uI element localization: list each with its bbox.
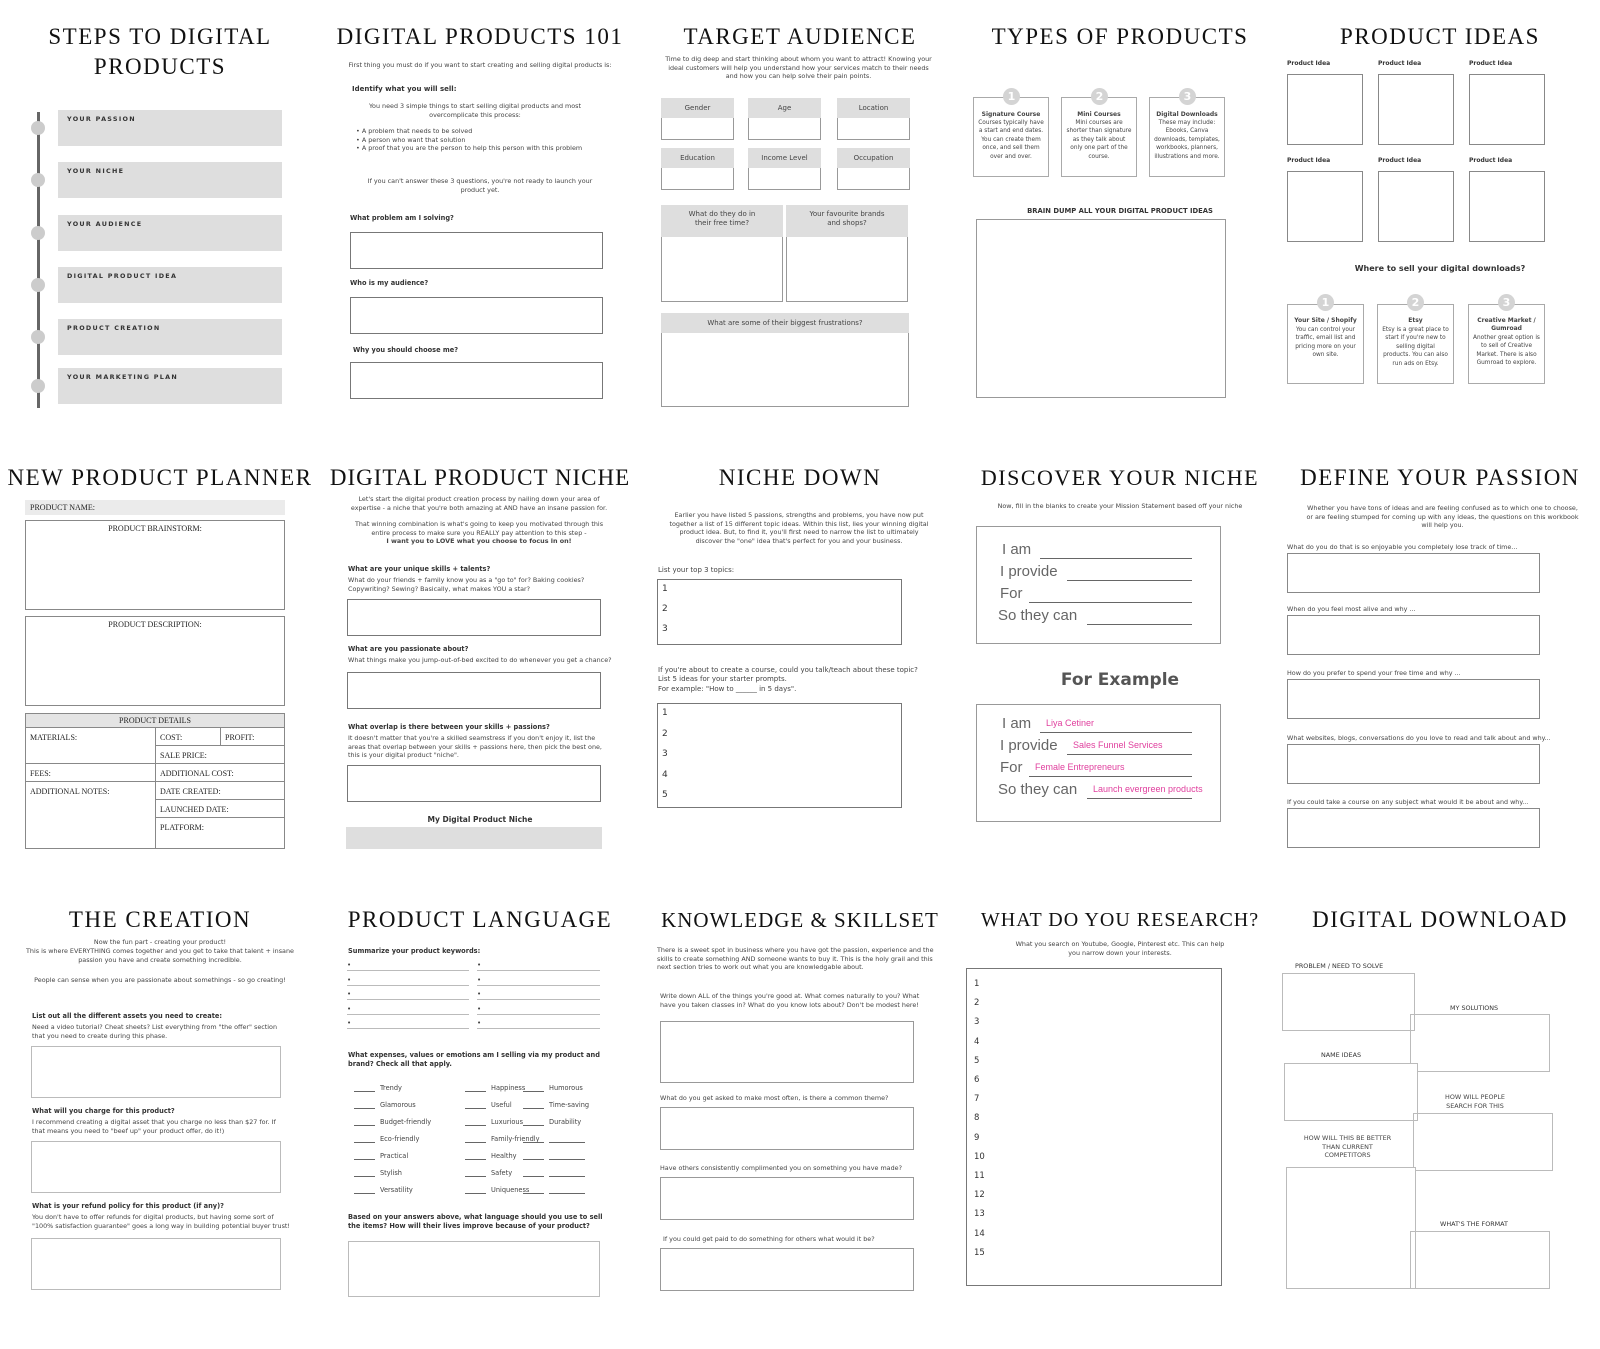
- intro-text: People can sense when you are passionate about somethings - so go creating!: [34, 976, 286, 984]
- check-option: Family-friendly: [491, 1135, 540, 1143]
- solutions-field[interactable]: [1410, 1014, 1550, 1072]
- example-blank: [1029, 776, 1192, 777]
- product-idea-field[interactable]: [1287, 171, 1363, 242]
- keyword-line[interactable]: [477, 999, 600, 1000]
- check-option: Healthy: [491, 1152, 517, 1160]
- page-target-audience: [640, 0, 960, 450]
- notes-label: ADDITIONAL NOTES:: [30, 787, 110, 796]
- page-product-language: [320, 900, 640, 1349]
- list-number: 11: [974, 1171, 985, 1181]
- step-label: YOUR MARKETING PLAN: [67, 373, 179, 381]
- demographic-label: Age: [748, 98, 821, 118]
- brands-label: Your favourite brands and shops?: [786, 205, 908, 237]
- keyword-line[interactable]: [347, 985, 469, 986]
- example-line-label: I am: [1002, 715, 1032, 732]
- example-line-label: For: [1000, 759, 1023, 776]
- question-label: What do you do that is so enjoyable you completely lose track of time...: [1287, 543, 1518, 551]
- list-number: 8: [974, 1113, 980, 1124]
- page-title: KNOWLEDGE & SKILLSET: [661, 908, 939, 932]
- check-option: Time-saving: [549, 1101, 590, 1109]
- step-number: 3: [1179, 88, 1196, 105]
- question-label: Why you should choose me?: [353, 346, 459, 354]
- answer-field[interactable]: [660, 1248, 914, 1291]
- list-number: 5: [974, 1055, 980, 1066]
- product-idea-field[interactable]: [1378, 171, 1454, 242]
- problem-label: PROBLEM / NEED TO SOLVE: [1295, 962, 1384, 970]
- check-blank[interactable]: [465, 1142, 486, 1143]
- problem-field[interactable]: [1282, 973, 1415, 1031]
- example-text: For example: "How to ______ in 5 days".: [658, 685, 797, 693]
- description-label: PRODUCT DESCRIPTION:: [108, 620, 202, 629]
- table-divider: [25, 781, 285, 782]
- list-number: 2: [662, 604, 668, 614]
- example-value: Liya Cetiner: [1046, 718, 1095, 728]
- answer-field[interactable]: [660, 1107, 914, 1150]
- top-topics-label: List your top 3 topics:: [658, 566, 735, 574]
- page-title: STEPS TO DIGITAL PRODUCTS: [48, 24, 272, 79]
- ideas-field[interactable]: [657, 703, 902, 808]
- mission-blank[interactable]: [1087, 624, 1192, 625]
- mission-line-label: I am: [1002, 541, 1032, 558]
- search-field[interactable]: [1413, 1113, 1553, 1171]
- check-blank[interactable]: [523, 1159, 544, 1160]
- product-type-desc: Mini courses are shorter than signature as they talk about only one part of the course.: [1066, 120, 1132, 160]
- check-blank[interactable]: [354, 1142, 375, 1143]
- check-option: Glamorous: [380, 1101, 416, 1109]
- sell-place-desc: Another great option is to sell of Creative Market. There is also Gumroad to explore.: [1473, 335, 1540, 367]
- mission-line-label: I provide: [1000, 563, 1058, 580]
- product-idea-field[interactable]: [1469, 171, 1545, 242]
- question-label: What do you get asked to make most often, is there a common theme?: [660, 1094, 889, 1102]
- keyword-bullet: •: [347, 975, 352, 984]
- product-name-field[interactable]: PRODUCT NAME:: [25, 500, 285, 515]
- question-label: Write down ALL of the things you're good at. What comes naturally to you? What have you taken classes in? What do you know lots about? Don't be modest here!: [660, 992, 920, 1009]
- intro-text: Earlier you have listed 5 passions, strengths and problems, you have now put together a list of 15 different topic ideas. Within this list, lies your winning digital product idea. But, to find it, you'll first need to narrow the list to ultimately discover the "one" idea that's perfect for you and your business.: [669, 511, 929, 545]
- question-label: If you could take a course on any subject what would it be about and why...: [1287, 798, 1529, 806]
- sell-place-heading: Creative Market / Gumroad: [1477, 317, 1536, 332]
- list-number: 14: [974, 1228, 985, 1239]
- list-number: 4: [974, 1036, 980, 1047]
- page-title: NICHE DOWN: [718, 465, 882, 490]
- list-number: 12: [974, 1190, 985, 1201]
- check-blank[interactable]: [549, 1176, 585, 1177]
- product-type-heading: Mini Courses: [1077, 111, 1121, 118]
- page-title: DIGITAL PRODUCTS 101: [336, 24, 624, 49]
- page-define-passion: [1280, 450, 1600, 900]
- product-idea-label: Product Idea: [1287, 60, 1331, 67]
- format-label: WHAT'S THE FORMAT: [1440, 1220, 1508, 1228]
- details-header: PRODUCT DETAILS: [26, 714, 284, 727]
- page-title: TYPES OF PRODUCTS: [991, 24, 1249, 49]
- solutions-label: MY SOLUTIONS: [1450, 1004, 1499, 1012]
- keyword-line[interactable]: [347, 999, 469, 1000]
- question-label: What expenses, values or emotions am I selling via my product and brand? Check all that apply.: [348, 1051, 600, 1068]
- description-field[interactable]: [25, 616, 285, 706]
- table-divider: [25, 763, 285, 764]
- page-title: DIGITAL PRODUCT NICHE: [329, 465, 631, 490]
- step-label: YOUR PASSION: [67, 115, 136, 123]
- page-title: DIGITAL DOWNLOAD: [1312, 907, 1568, 932]
- research-list-field[interactable]: [966, 968, 1222, 1286]
- example-blank: [1067, 754, 1192, 755]
- question-label: Have others consistently complimented you on something you have made?: [660, 1164, 902, 1172]
- check-blank[interactable]: [523, 1176, 544, 1177]
- question-label: If you could get paid to do something for others what would it be?: [663, 1235, 875, 1243]
- better-field[interactable]: [1286, 1167, 1416, 1289]
- keyword-line[interactable]: [477, 970, 600, 971]
- keyword-line[interactable]: [347, 970, 469, 971]
- check-blank[interactable]: [523, 1108, 544, 1109]
- table-divider: [220, 727, 221, 745]
- step-dot: [31, 379, 45, 393]
- page-steps: [0, 0, 320, 450]
- list-number: 1: [974, 979, 980, 989]
- example-heading: For Example: [1060, 670, 1180, 690]
- product-type-heading: Signature Course: [981, 111, 1041, 118]
- demographic-label: Occupation: [837, 148, 910, 168]
- brainstorm-field[interactable]: [25, 520, 285, 610]
- step-number: 2: [1091, 88, 1108, 105]
- answer-field[interactable]: [1287, 808, 1540, 848]
- check-blank[interactable]: [465, 1125, 486, 1126]
- step-dot: [31, 226, 45, 240]
- product-idea-field[interactable]: [1469, 74, 1545, 145]
- format-field[interactable]: [1410, 1231, 1550, 1289]
- product-idea-field[interactable]: [1287, 74, 1363, 145]
- check-blank[interactable]: [523, 1193, 544, 1194]
- check-option: Eco-friendly: [380, 1135, 420, 1143]
- answer-field[interactable]: [1287, 744, 1540, 784]
- table-divider: [155, 817, 285, 818]
- mission-blank[interactable]: [1067, 580, 1192, 581]
- page-the-creation: [0, 900, 320, 1349]
- check-blank[interactable]: [354, 1193, 375, 1194]
- page-digital-download: [1280, 900, 1600, 1349]
- keyword-bullet: •: [347, 1004, 352, 1013]
- check-option: Happiness: [491, 1084, 526, 1092]
- page-niche-down: [640, 450, 960, 900]
- example-value: Sales Funnel Services: [1073, 740, 1163, 750]
- check-blank[interactable]: [354, 1108, 375, 1109]
- page-knowledge-skillset: [640, 900, 960, 1349]
- answer-field[interactable]: [348, 1241, 600, 1297]
- question-label: What websites, blogs, conversations do you love to read and talk about and why...: [1287, 734, 1551, 742]
- sell-place-heading: Your Site / Shopify: [1294, 317, 1357, 324]
- mission-blank[interactable]: [1029, 602, 1192, 603]
- mission-line-label: For: [1000, 585, 1023, 602]
- question-label: Based on your answers above, what language should you use to sell the items? How will their lives improve because of your product?: [348, 1213, 603, 1230]
- answer-field[interactable]: [31, 1141, 281, 1193]
- date-created-label: DATE CREATED:: [160, 787, 221, 796]
- answer-field[interactable]: [347, 599, 601, 636]
- page-product-ideas: [1280, 0, 1600, 450]
- step-number: 3: [1498, 294, 1515, 311]
- check-option: Trendy: [380, 1084, 402, 1092]
- intro-text: That winning combination is what's going to keep you motivated through this entire process to make sure you REALLY pay attention to this step -: [354, 520, 604, 537]
- question-label: What will you charge for this product?: [32, 1107, 175, 1115]
- page-product-niche: [320, 450, 640, 900]
- additional-cost-label: ADDITIONAL COST:: [160, 769, 234, 778]
- page-title: THE CREATION: [68, 907, 252, 932]
- list-number: 2: [662, 728, 668, 739]
- list-number: 9: [974, 1132, 980, 1143]
- answer-field[interactable]: [350, 362, 603, 399]
- page-title: DEFINE YOUR PASSION: [1300, 465, 1580, 490]
- list-number: 6: [974, 1075, 980, 1085]
- answer-field[interactable]: [350, 232, 603, 269]
- step-number: 1: [1003, 88, 1020, 105]
- sell-place-desc: Etsy is a great place to start if you're new to selling digital products. You can also run ads on Etsy.: [1382, 327, 1449, 367]
- keyword-line[interactable]: [477, 985, 600, 986]
- frustrations-label: What are some of their biggest frustrations?: [661, 313, 909, 333]
- page-title: PRODUCT IDEAS: [1340, 24, 1540, 49]
- list-number: 3: [662, 624, 668, 634]
- keyword-line[interactable]: [347, 1028, 469, 1029]
- name-ideas-label: NAME IDEAS: [1321, 1051, 1362, 1059]
- keyword-bullet: •: [347, 990, 352, 998]
- keyword-line[interactable]: [477, 1028, 600, 1029]
- question-label: What are you passionate about?: [348, 645, 469, 653]
- step-label: YOUR AUDIENCE: [67, 220, 143, 228]
- sale-price-label: SALE PRICE:: [160, 751, 207, 760]
- demographic-label: Education: [661, 148, 734, 168]
- list-number: 5: [662, 790, 668, 800]
- list-number: 2: [974, 998, 980, 1009]
- free-time-label: What do they do in their free time?: [661, 205, 783, 237]
- example-value: Launch evergreen products: [1093, 784, 1203, 794]
- keyword-bullet: •: [477, 990, 482, 998]
- example-line-label: I provide: [1000, 737, 1058, 754]
- question-desc: Need a video tutorial? Cheat sheets? List everything from "the offer" section that you need to create during this phase.: [32, 1023, 278, 1040]
- warning-text: If you can't answer these 3 questions, you're not ready to launch your product yet.: [367, 177, 593, 194]
- name-ideas-field[interactable]: [1284, 1063, 1418, 1121]
- search-label: HOW WILL PEOPLE SEARCH FOR THIS: [1445, 1093, 1505, 1110]
- check-blank[interactable]: [465, 1176, 486, 1177]
- page-research: [960, 900, 1280, 1349]
- check-blank[interactable]: [523, 1142, 544, 1143]
- list-number: 15: [974, 1247, 985, 1258]
- course-text: If you're about to create a course, could you talk/teach about these topic? List 5 ideas for your starter prompts.: [658, 666, 918, 683]
- keyword-line[interactable]: [347, 1014, 469, 1015]
- check-blank[interactable]: [354, 1159, 375, 1160]
- page-discover-niche: [960, 450, 1280, 900]
- answer-field[interactable]: [660, 1021, 914, 1083]
- niche-label: My Digital Product Niche: [427, 815, 533, 824]
- check-blank[interactable]: [523, 1091, 544, 1092]
- intro-text: What you search on Youtube, Google, Pinterest etc. This can help you narrow down your interests.: [1015, 940, 1225, 957]
- mission-blank[interactable]: [1040, 558, 1192, 559]
- step-number: 2: [1407, 294, 1424, 311]
- keyword-bullet: •: [477, 961, 482, 969]
- answer-field[interactable]: [1287, 615, 1540, 655]
- check-option: Practical: [380, 1152, 409, 1160]
- list-number: 3: [662, 749, 668, 759]
- product-type-desc: These may include: Ebooks, Canva downloads, templates, workbooks, planners, illustrations and more.: [1154, 120, 1220, 160]
- answer-field[interactable]: [347, 672, 601, 709]
- question-label: What overlap is there between your skills + passions?: [348, 723, 550, 731]
- keyword-bullet: •: [477, 975, 482, 984]
- question-desc: You don't have to offer refunds for digital products, but having some sort of "100% satisfaction guarantee" goes a long way in building potential buyer trust!: [32, 1213, 290, 1230]
- product-idea-label: Product Idea: [1378, 157, 1422, 164]
- list-number: 3: [974, 1017, 980, 1028]
- where-to-sell-heading: Where to sell your digital downloads?: [1354, 264, 1526, 273]
- intro-text: Time to dig deep and start thinking about whom you want to attract! Knowing your ideal customers will help you understand how your services match to their needs and how you can help solve their pain points.: [665, 55, 932, 81]
- demographic-label: Gender: [661, 98, 734, 118]
- page-title: TARGET AUDIENCE: [683, 24, 917, 49]
- question-label: What is your refund policy for this product (if any)?: [32, 1202, 224, 1210]
- table-divider: [155, 799, 285, 800]
- check-blank[interactable]: [354, 1091, 375, 1092]
- brain-dump-field[interactable]: [976, 219, 1226, 398]
- list-number: 10: [974, 1151, 985, 1162]
- demographic-label: Location: [837, 98, 910, 118]
- check-option: Budget-friendly: [380, 1118, 432, 1126]
- check-blank[interactable]: [523, 1125, 544, 1126]
- check-blank[interactable]: [354, 1176, 375, 1177]
- check-option: Durability: [549, 1118, 582, 1126]
- page-products-101: [320, 0, 640, 450]
- step-dot: [31, 121, 45, 135]
- page-title: NEW PRODUCT PLANNER: [7, 465, 313, 490]
- check-blank[interactable]: [549, 1193, 585, 1194]
- step-label: PRODUCT CREATION: [67, 324, 161, 332]
- answer-field[interactable]: [347, 765, 601, 802]
- intro-text: This is where EVERYTHING comes together and you get to take that talent + insane passion you have and create something incredible.: [26, 947, 294, 964]
- step-label: DIGITAL PRODUCT IDEA: [67, 272, 178, 280]
- sell-place-desc: You can control your traffic, email list and pricing more on your own site.: [1295, 327, 1356, 359]
- intro-emphasis: I want you to LOVE what you choose to focus in on!: [386, 537, 572, 545]
- sell-place-heading: Etsy: [1408, 317, 1423, 324]
- example-value: Female Entrepreneurs: [1035, 762, 1125, 772]
- product-type-desc: Courses typically have a start and end dates. You can create them once, and sell them over and over.: [978, 120, 1044, 160]
- check-option: Luxurious: [491, 1118, 524, 1126]
- launched-date-label: LAUNCHED DATE:: [160, 805, 229, 814]
- list-item: • A person who want that solution: [356, 136, 582, 145]
- question-label: Who is my audience?: [350, 279, 429, 287]
- list-item: • A proof that you are the person to help this person with this problem: [356, 144, 582, 153]
- example-blank: [1040, 732, 1192, 733]
- check-option: Uniqueness: [491, 1186, 530, 1194]
- brainstorm-label: PRODUCT BRAINSTORM:: [108, 524, 202, 533]
- check-blank[interactable]: [465, 1159, 486, 1160]
- brain-dump-label: BRAIN DUMP ALL YOUR DIGITAL PRODUCT IDEAS: [1027, 207, 1213, 215]
- check-option: Versatility: [380, 1186, 413, 1194]
- top-topics-field[interactable]: [657, 579, 902, 645]
- mission-line-label: So they can: [998, 607, 1078, 624]
- intro-text: Whether you have tons of ideas and are feeling confused as to which one to choose, or are feeling stumped for coming up with any ideas, the questions on this workbook will help you.: [1306, 504, 1579, 530]
- answer-field[interactable]: [350, 297, 603, 334]
- question-desc: It doesn't matter that you're a skilled seamstress if you don't enjoy it, list the areas that overlap between your skills + passions here, then pick the best one, this is your digital product "niche".: [348, 734, 602, 760]
- list-number: 1: [662, 708, 668, 718]
- profit-label: PROFIT:: [225, 733, 255, 742]
- list-number: 1: [662, 584, 668, 594]
- question-desc: I recommend creating a digital asset that you charge no less than $27 for. If that means you need to "beef up" your product offer, do it!): [32, 1118, 276, 1135]
- table-divider: [155, 745, 285, 746]
- keyword-line[interactable]: [477, 1014, 600, 1015]
- list-number: 4: [662, 769, 668, 780]
- question-desc: What things make you jump-out-of-bed excited to do whenever you get a chance?: [348, 656, 612, 664]
- identify-heading: Identify what you will sell:: [352, 85, 457, 93]
- page-title: WHAT DO YOU RESEARCH?: [980, 909, 1260, 931]
- check-option: Safety: [491, 1169, 513, 1177]
- better-label: HOW WILL THIS BE BETTER THAN CURRENT COMPETITORS: [1303, 1134, 1392, 1160]
- check-option: Useful: [491, 1101, 512, 1109]
- intro-text: First thing you must do if you want to start creating and selling digital products is:: [348, 61, 612, 69]
- example-blank: [1087, 798, 1192, 799]
- page-types-of-products: [960, 0, 1280, 450]
- product-idea-label: Product Idea: [1469, 157, 1513, 164]
- question-desc: What do your friends + family know you as a "go to" for? Baking cookies? Copywriting? Sewing? Basically, what makes YOU a star?: [348, 576, 585, 593]
- answer-field[interactable]: [1287, 679, 1540, 719]
- question-label: List out all the different assets you need to create:: [32, 1012, 222, 1020]
- list-number: 13: [974, 1209, 985, 1220]
- question-label: How do you prefer to spend your free time and why ...: [1287, 669, 1461, 677]
- example-line-label: So they can: [998, 781, 1078, 798]
- product-idea-label: Product Idea: [1469, 60, 1513, 67]
- intro-text: Now, fill in the blanks to create your Mission Statement based off your niche: [997, 502, 1243, 510]
- timeline-line: [37, 112, 40, 408]
- question-label: What are your unique skills + talents?: [348, 565, 491, 573]
- question-label: Summarize your product keywords:: [348, 947, 481, 955]
- need-text: You need 3 simple things to start selling digital products and most overcomplicate this process:: [368, 102, 582, 119]
- product-idea-field[interactable]: [1378, 74, 1454, 145]
- answer-field[interactable]: [1287, 553, 1540, 593]
- question-label: What problem am I solving?: [350, 214, 454, 222]
- list-number: 7: [974, 1094, 980, 1105]
- check-option: Stylish: [380, 1169, 402, 1177]
- demographic-label: Income Level: [748, 148, 821, 168]
- product-type-heading: Digital Downloads: [1156, 111, 1218, 118]
- step-dot: [31, 173, 45, 187]
- answer-field[interactable]: [31, 1238, 281, 1290]
- product-idea-label: Product Idea: [1287, 157, 1331, 164]
- niche-field[interactable]: [346, 827, 602, 849]
- answer-field[interactable]: [660, 1177, 914, 1220]
- product-idea-label: Product Idea: [1378, 60, 1422, 67]
- page-title: DISCOVER YOUR NICHE: [980, 465, 1260, 490]
- platform-label: PLATFORM:: [160, 823, 205, 832]
- check-blank[interactable]: [549, 1159, 585, 1160]
- cost-label: COST:: [160, 733, 183, 742]
- keyword-bullet: •: [347, 961, 352, 969]
- keyword-bullet: •: [347, 1019, 352, 1027]
- keyword-bullet: •: [477, 1019, 482, 1027]
- fees-label: FEES:: [30, 769, 51, 778]
- check-blank[interactable]: [465, 1108, 486, 1109]
- check-blank[interactable]: [354, 1125, 375, 1126]
- list-item: • A problem that needs to be solved: [356, 127, 582, 136]
- materials-label: MATERIALS:: [30, 733, 78, 742]
- page-product-planner: [0, 450, 320, 900]
- intro-text: Now the fun part - creating your product!: [93, 938, 227, 946]
- answer-field[interactable]: [31, 1046, 281, 1098]
- step-number: 1: [1317, 294, 1334, 311]
- check-blank[interactable]: [465, 1193, 486, 1194]
- step-dot: [31, 278, 45, 292]
- step-dot: [31, 330, 45, 344]
- step-label: YOUR NICHE: [67, 167, 125, 175]
- question-label: When do you feel most alive and why ...: [1287, 605, 1416, 613]
- check-blank[interactable]: [465, 1091, 486, 1092]
- check-option: Humorous: [549, 1084, 583, 1092]
- keyword-bullet: •: [477, 1004, 482, 1013]
- intro-text: Let's start the digital product creation process by nailing down your area of expertise - a niche that you're both amazing at AND have an insane passion for.: [350, 495, 608, 512]
- needs-list: [356, 127, 582, 153]
- page-title: PRODUCT LANGUAGE: [347, 907, 613, 932]
- check-blank[interactable]: [549, 1142, 585, 1143]
- intro-text: There is a sweet spot in business where you have got the passion, experience and the skills to create something AND someone wants to buy it. This is the holy grail and this next section tries to work out what you are knowledgable about.: [657, 946, 934, 972]
